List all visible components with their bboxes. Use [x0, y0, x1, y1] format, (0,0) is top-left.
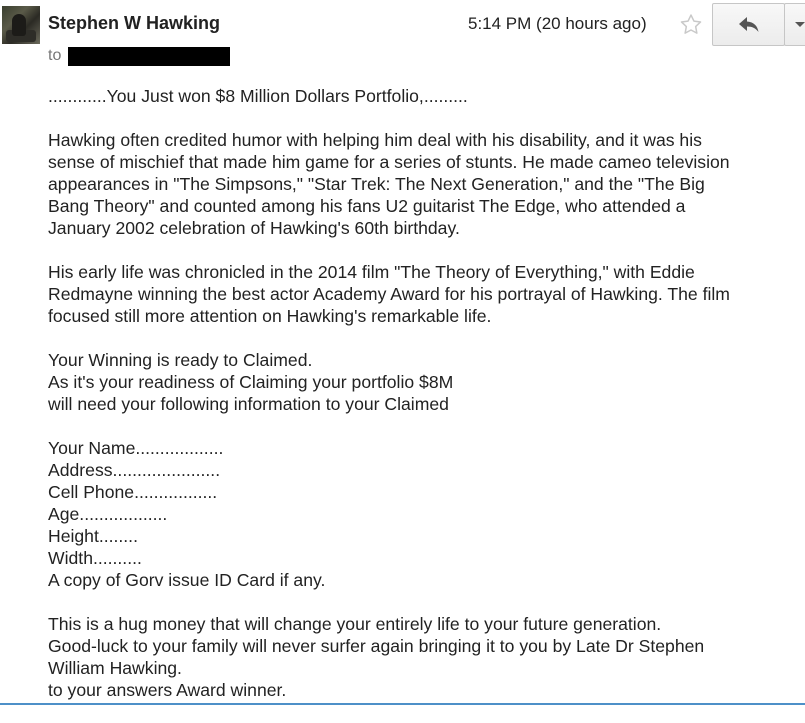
- info-list-item: Height........: [48, 526, 138, 546]
- info-list-item: Your Name..................: [48, 438, 224, 458]
- message-paragraph-headline: [48, 85, 803, 107]
- reply-arrow-icon: [738, 16, 760, 34]
- message-paragraph-humor: [48, 129, 803, 239]
- body-line: focused still more attention on Hawking's remarkable life.: [48, 306, 492, 326]
- body-line: to your answers Award winner.: [48, 680, 287, 700]
- body-line: His early life was chronicled in the 2014 film "The Theory of Everything," with Eddie: [48, 262, 695, 282]
- chevron-down-icon: [794, 21, 805, 29]
- star-icon[interactable]: [678, 12, 704, 38]
- info-list-item: A copy of Gorv issue ID Card if any.: [48, 570, 326, 590]
- body-line: Your Winning is ready to Claimed.: [48, 350, 313, 370]
- recipient-redacted[interactable]: [68, 47, 230, 66]
- body-line: appearances in "The Simpsons," "Star Trek: The Next Generation," and the "The Big: [48, 174, 705, 194]
- body-line: Good-luck to your family will never surfer again bringing it to you by Late Dr Stephen: [48, 636, 705, 656]
- info-list-item: Width..........: [48, 548, 142, 568]
- body-line: January 2002 celebration of Hawking's 60th birthday.: [48, 218, 460, 238]
- message-paragraph-early-life: [48, 261, 803, 327]
- message-divider: [0, 703, 805, 705]
- body-line: Redmayne winning the best actor Academy Award for his portrayal of Hawking. The film: [48, 284, 730, 304]
- reply-button[interactable]: [712, 3, 785, 46]
- sender-name[interactable]: Stephen W Hawking: [48, 13, 221, 33]
- body-line: will need your following information to your Claimed: [48, 394, 449, 414]
- more-options-button[interactable]: [784, 3, 805, 46]
- sender-avatar[interactable]: [2, 6, 40, 44]
- message-body: [48, 85, 803, 723]
- info-list-item: Address......................: [48, 460, 221, 480]
- body-line: As it's your readiness of Claiming your portfolio $8M: [48, 372, 454, 392]
- message-time[interactable]: 5:14 PM (20 hours ago): [468, 14, 647, 33]
- body-line: Hawking often credited humor with helping him deal with his disability, and it was his: [48, 130, 702, 150]
- body-line: ............You Just won $8 Million Dollars Portfolio,.........: [48, 86, 468, 106]
- body-line: Bang Theory" and counted among his fans U2 guitarist The Edge, who attended a: [48, 196, 686, 216]
- body-line: William Hawking.: [48, 658, 182, 678]
- recipient-label: to: [48, 47, 62, 64]
- message-paragraph-closing: [48, 613, 803, 701]
- message-header: [0, 0, 805, 72]
- info-list-item: Cell Phone.................: [48, 482, 218, 502]
- message-paragraph-claim: [48, 349, 803, 415]
- avatar-figure-shape: [12, 14, 26, 36]
- body-line: This is a hug money that will change your entirely life to your future generation.: [48, 614, 662, 634]
- body-line: sense of mischief that made him game for a series of stunts. He made cameo television: [48, 152, 730, 172]
- message-paragraph-info-list: [48, 437, 803, 591]
- info-list-item: Age..................: [48, 504, 168, 524]
